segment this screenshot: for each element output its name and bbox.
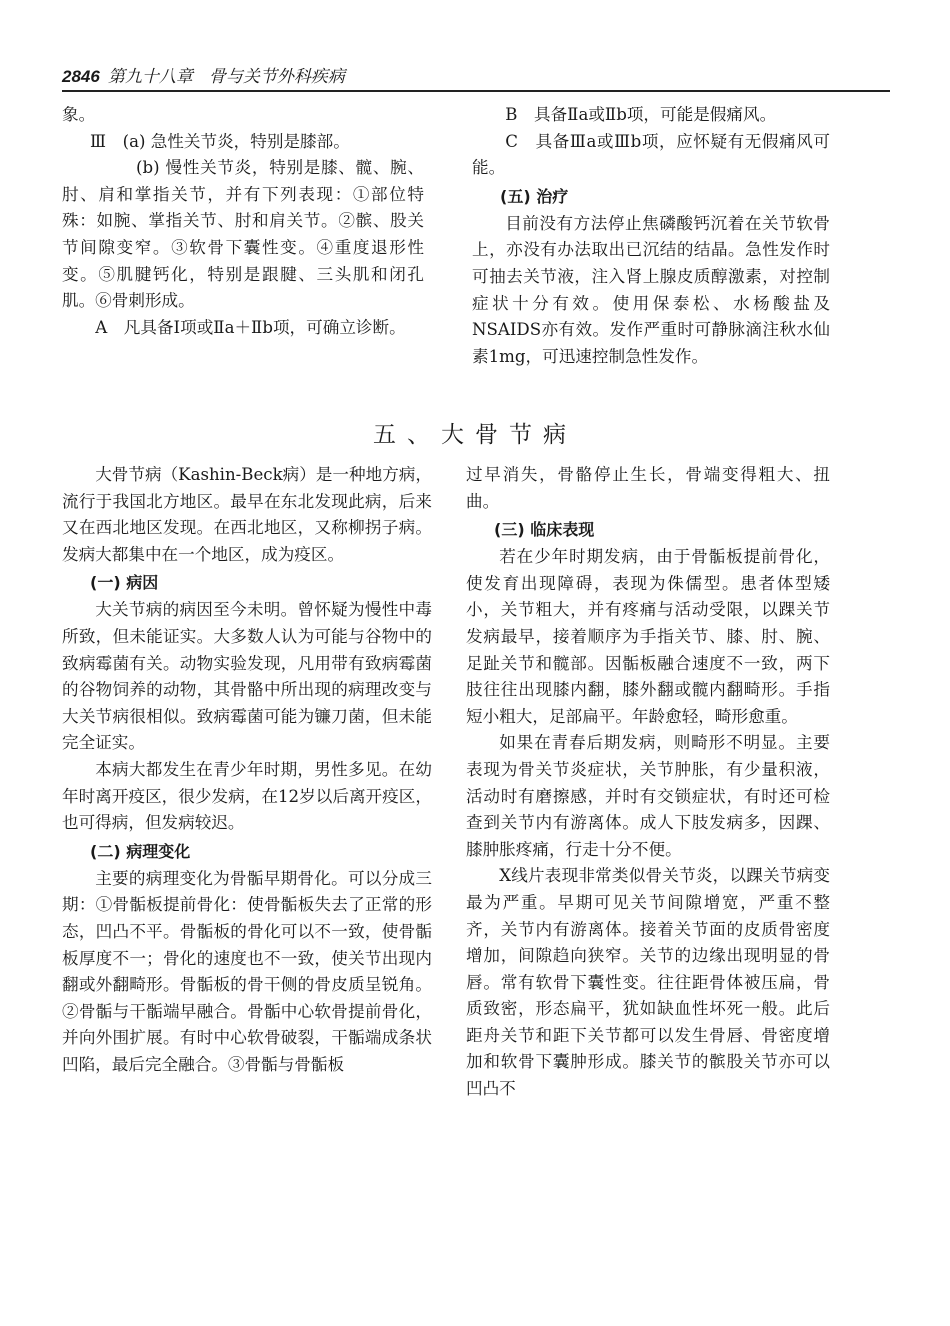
right-column xyxy=(466,462,830,1103)
paragraph: 本病大都发生在青少年时期，男性多见。在幼年时离开疫区，很少发病，在12岁以后离开疫区，也可得病，但发病较迟。 xyxy=(62,759,432,833)
chapter-label: 第九十八章 xyxy=(107,67,193,87)
page-number: 2846 xyxy=(62,67,100,86)
criteria-c: C 具备Ⅲa或Ⅲb项，应怀疑有无假痛风可能。 xyxy=(472,131,830,178)
section-title: 五、大骨节病 xyxy=(373,422,577,448)
paragraph: 若在少年时期发病，由于骨骺板提前骨化，使发育出现障碍，表现为侏儒型。患者体型矮小，关节粗大，并有疼痛与活动受限，以踝关节发病最早，接着顺序为手指关节、膝、肘、腕、足趾关节和髋部。因骺板融合速度不一致，两下肢往往出现膝内翻，膝外翻或髋内翻畸形。手指短小粗大，足部扁平。年龄愈轻，畸形愈重。 xyxy=(466,547,830,726)
running-header xyxy=(62,62,892,88)
criteria-iii-b: (b) 慢性关节炎，特别是膝、髋、腕、肘、肩和掌指关节，并有下列表现：①部位特殊：如腕、掌指关节、肘和肩关节。②髌、股关节间隙变窄。③软骨下囊性变。④重度退形性变。⑤肌腱钙化，特别是跟腱、三头肌和闭孔肌。⑥骨刺形成。 xyxy=(62,158,424,311)
criteria-b: B 具备Ⅱa或Ⅱb项，可能是假痛风。 xyxy=(505,105,777,124)
paragraph: 如果在青春后期发病，则畸形不明显。主要表现为骨关节炎症状，关节肿胀，有少量积液，活动时有磨擦感，并时有交锁症状，有时还可检查到关节内有游离体。成人下肢发病多，因踝、膝肿胀疼痛，行走十分不便。 xyxy=(466,733,830,859)
chapter-topic: 骨与关节外科疾病 xyxy=(208,67,345,87)
criteria-a: A 凡具备Ⅰ项或Ⅱa＋Ⅱb项，可确立诊断。 xyxy=(95,317,406,337)
paragraph: 象。 xyxy=(62,105,96,124)
paragraph: 大关节病的病因至今未明。曾怀疑为慢性中毒所致，但未能证实。大多数人认为可能与谷物中的致病霉菌有关。动物实验发现，凡用带有致病霉菌的谷物饲养的动物，其骨骼中所出现的病理改变与大关节病很相似。致病霉菌可能为镰刀菌，但未能完全证实。 xyxy=(62,600,432,753)
section-heading-etiology: (一) 病因 xyxy=(90,573,159,593)
paragraph: X线片表现非常类似骨关节炎，以踝关节病变最为严重。早期可见关节间隙增宽，严重不整齐，关节内有游离体。接着关节面的皮质骨密度增加，间隙趋向狭窄。关节的边缘出现明显的骨唇。常有软骨下囊性变。往往距骨体被压扁，骨质致密，形态扁平，犹如缺血性坏死一般。此后距舟关节和距下关节都可以发生骨唇、骨密度增加和软骨下囊肿形成。膝关节的髌股关节亦可以凹凸不 xyxy=(466,866,830,1099)
paragraph: 大骨节病（Kashin-Beck病）是一种地方病，流行于我国北方地区。最早在东北发现此病，后来又在西北地区发现。在西北地区，又称柳拐子病。发病大都集中在一个地区，成为疫区。 xyxy=(62,465,432,564)
top-right-column xyxy=(472,102,830,370)
criteria-iii-a: Ⅲ (a) 急性关节炎，特别是膝部。 xyxy=(90,131,350,151)
paragraph: 主要的病理变化为骨骺早期骨化。可以分成三期：①骨骺板提前骨化：使骨骺板失去了正常的形态，凹凸不平。骨骺板的骨化可以不一致，使骨骺板厚度不一；骨化的速度也不一致，使关节出现内翻或外翻畸形。骨骺板的骨干侧的骨皮质呈锐角。②骨骺与干骺端早融合。骨骺中心软骨提前骨化，并向外围扩展。有时中心软骨破裂，干骺端成条状凹陷，最后完全融合。③骨骺与骨骺板 xyxy=(62,868,432,1074)
paragraph: 过早消失，骨骼停止生长，骨端变得粗大、扭曲。 xyxy=(466,465,830,511)
section-heading-pathology: (二) 病理变化 xyxy=(90,841,191,861)
section-heading-treatment: (五) 治疗 xyxy=(500,186,569,206)
section-heading-clinical: (三) 临床表现 xyxy=(494,520,595,540)
left-column xyxy=(62,462,432,1078)
header-rule xyxy=(62,90,890,92)
paragraph: 目前没有方法停止焦磷酸钙沉着在关节软骨上，亦没有办法取出已沉结的结晶。急性发作时可抽去关节液，注入肾上腺皮质醇激素，对控制症状十分有效。使用保泰松、水杨酸盐及NSAIDS亦有效。发作严重时可静脉滴注秋水仙素1mg，可迅速控制急性发作。 xyxy=(472,213,830,366)
top-left-column xyxy=(62,102,424,341)
